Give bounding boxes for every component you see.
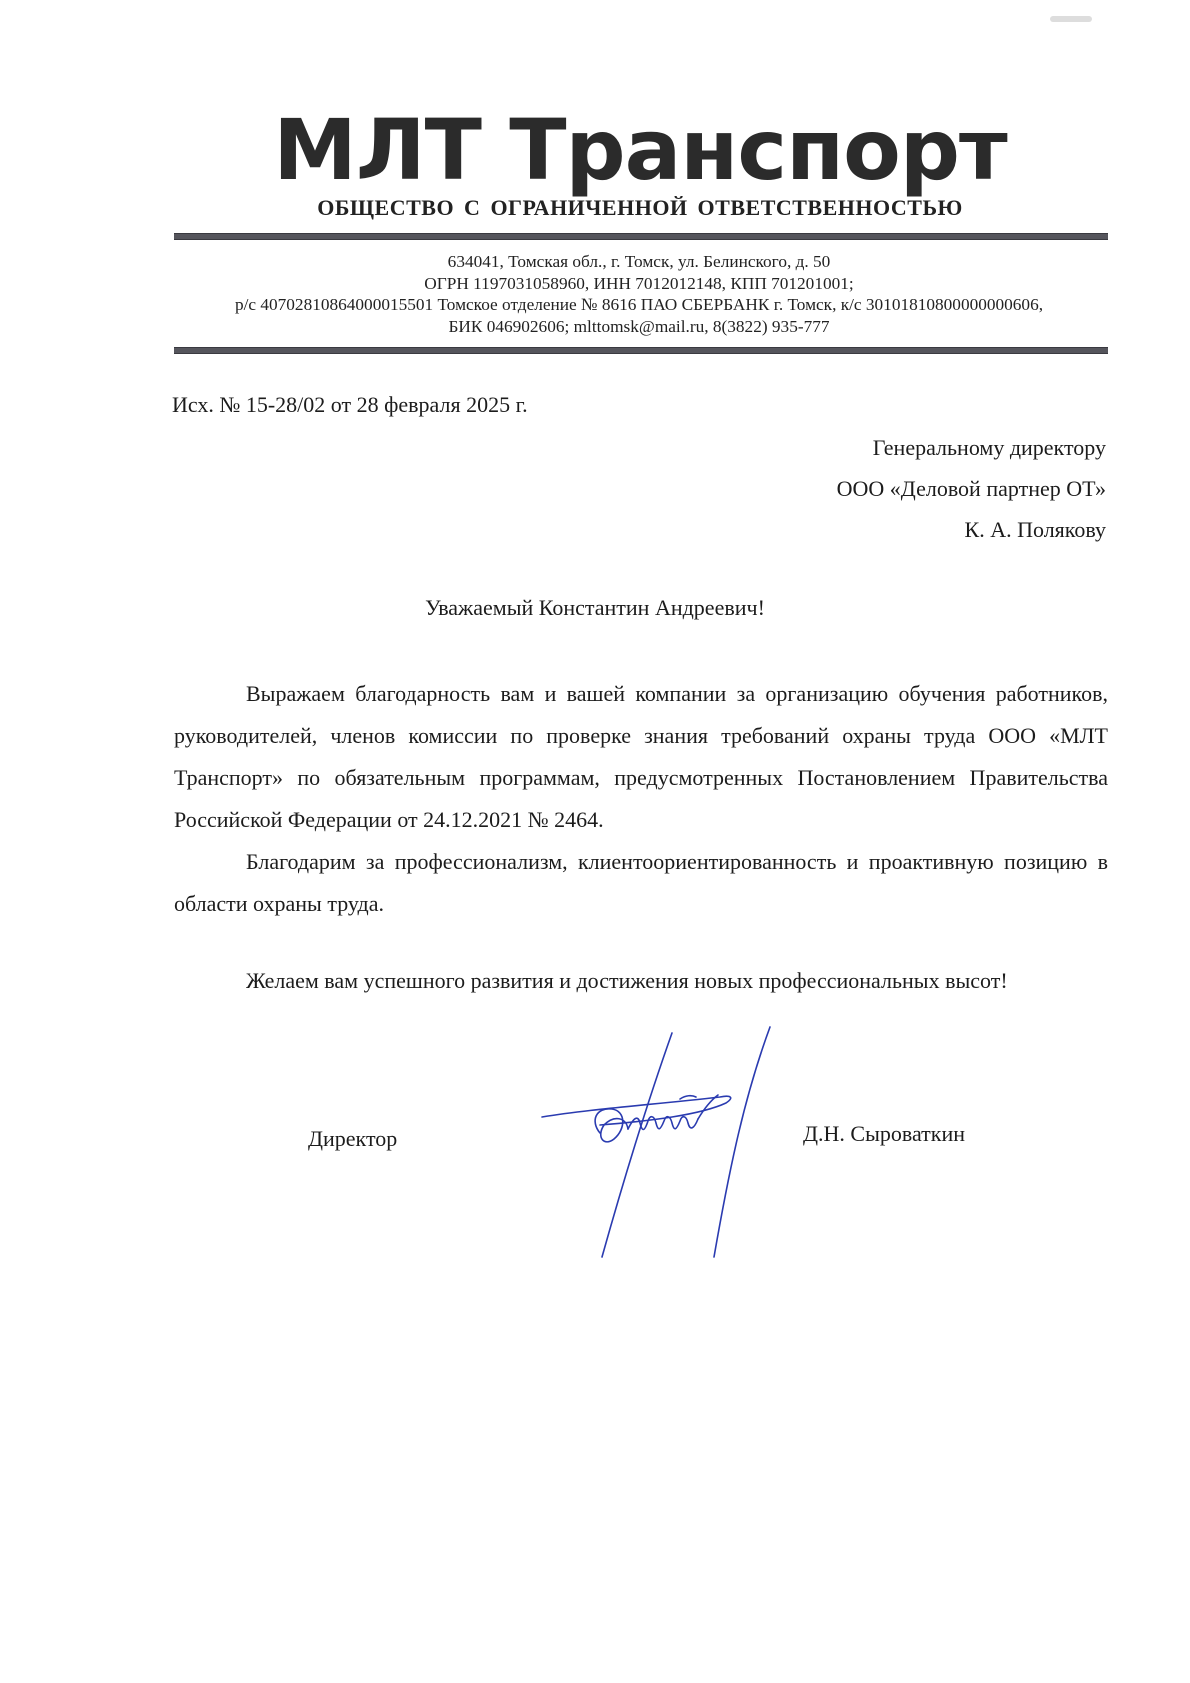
company-contacts: БИК 046902606; mlttomsk@mail.ru, 8(3822) 935-777 [448, 316, 830, 336]
signatory-name: Д.Н. Сыроваткин [803, 1121, 965, 1146]
company-registration: ОГРН 1197031058960, ИНН 7012012148, КПП 701201001; [424, 273, 854, 293]
addressee-block [606, 427, 1106, 550]
body-paragraph-gratitude: Выражаем благодарность вам и вашей компании за организацию обучения работников, руководителей, членов комиссии по проверке знания требований охраны труда ООО «МЛТ Транспорт» по обязательным программам, предусмотренных Постановлением Правительства Российской Федерации от 24.12.2021 № 2464. [174, 681, 1108, 832]
outgoing-reference: Исх. № 15-28/02 от 28 февраля 2025 г. [172, 392, 528, 417]
salutation-text: Уважаемый Константин Андреевич! [425, 595, 765, 620]
legal-form-title: ОБЩЕСТВО С ОГРАНИЧЕННОЙ ОТВЕТСТВЕННОСТЬЮ [317, 195, 963, 220]
closing-wish: Желаем вам успешного развития и достижения новых профессиональных высот! [246, 968, 1008, 993]
signatory-title: Директор [308, 1126, 398, 1151]
handwritten-signature [530, 1025, 790, 1265]
company-logo-text: МЛТ Транспорт [273, 101, 1007, 199]
letter-body [174, 673, 1108, 925]
header-divider-bottom [174, 347, 1108, 354]
salutation [0, 593, 1190, 623]
company-bank-details: р/с 40702810864000015501 Томское отделение № 8616 ПАО СБЕРБАНК г. Томск, к/с 30101810800000000606, [234, 295, 1044, 314]
addressee-name: К. А. Полякову [964, 517, 1106, 542]
scan-speck [1050, 16, 1092, 22]
addressee-position: Генеральному директору [872, 435, 1106, 460]
header-divider-top [174, 233, 1108, 240]
company-address: 634041, Томская обл., г. Томск, ул. Белинского, д. 50 [447, 252, 831, 271]
body-paragraph-thanks: Благодарим за профессионализм, клиентоориентированность и проактивную позицию в области охраны труда. [174, 849, 1108, 916]
company-requisites [164, 251, 1114, 337]
addressee-organization: ООО «Деловой партнер ОТ» [836, 476, 1106, 501]
